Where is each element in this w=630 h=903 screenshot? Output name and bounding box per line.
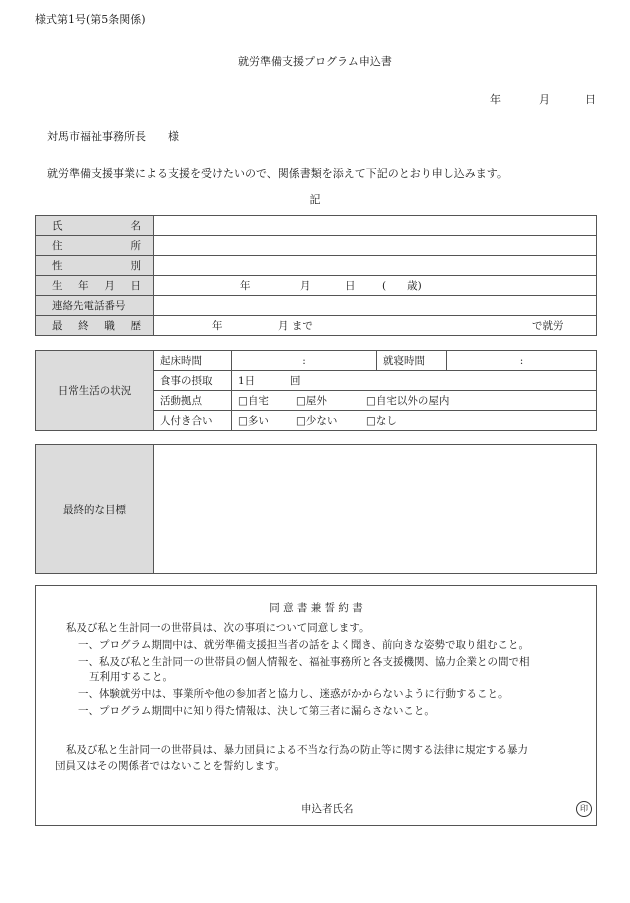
meal-suffix: 回 bbox=[290, 375, 301, 387]
wake-field[interactable]: : bbox=[232, 351, 377, 371]
base-option-outdoor[interactable]: □屋外 bbox=[296, 395, 327, 407]
daily-section-label: 日常生活の状況 bbox=[36, 351, 154, 431]
career-label: 最 終 職 歴 bbox=[36, 316, 154, 336]
addressee: 対馬市福祉事務所長 様 bbox=[47, 130, 179, 143]
pledge-lead: 私及び私と生計同一の世帯員は、次の事項について同意します。 bbox=[66, 622, 370, 634]
base-option-home[interactable]: □自宅 bbox=[238, 395, 269, 407]
goal-table bbox=[35, 444, 597, 574]
birth-age: ( 歳) bbox=[382, 280, 422, 292]
date-month: 月 bbox=[539, 93, 550, 106]
name-field[interactable] bbox=[154, 216, 597, 236]
goal-field[interactable] bbox=[154, 445, 597, 574]
birth-year: 年 bbox=[240, 280, 251, 292]
table-row bbox=[36, 216, 597, 236]
gender-label: 性 別 bbox=[36, 256, 154, 276]
pledge-item-continued: 互利用すること。 bbox=[89, 671, 173, 683]
ki-mark: 記 bbox=[309, 193, 321, 206]
base-label: 活動拠点 bbox=[154, 391, 232, 411]
form-number: 様式第1号(第5条関係) bbox=[35, 13, 146, 26]
date-year: 年 bbox=[490, 93, 501, 106]
base-option-other-indoor[interactable]: □自宅以外の屋内 bbox=[366, 395, 450, 407]
social-label: 人付き合い bbox=[154, 411, 232, 431]
table-row bbox=[36, 351, 597, 371]
pledge-oath-line1: 私及び私と生計同一の世帯員は、暴力団員による不当な行為の防止等に関する法律に規定する暴力 bbox=[66, 744, 528, 756]
career-field[interactable] bbox=[154, 316, 597, 336]
daily-table bbox=[35, 350, 597, 431]
pledge-item: 一、プログラム期間中は、就労準備支援担当者の話をよく聞き、前向きな姿勢で取り組むこと。 bbox=[78, 639, 529, 651]
table-row bbox=[36, 316, 597, 336]
signer-label: 申込者氏名 bbox=[301, 803, 354, 815]
address-field[interactable] bbox=[154, 236, 597, 256]
career-until: 月 まで bbox=[278, 320, 313, 332]
goal-label: 最終的な目標 bbox=[36, 445, 154, 574]
meal-label: 食事の摂取 bbox=[154, 371, 232, 391]
birth-label: 生 年 月 日 bbox=[36, 276, 154, 296]
sleep-label: 就寝時間 bbox=[377, 351, 447, 371]
social-option-many[interactable]: □多い bbox=[238, 415, 269, 427]
social-option-none[interactable]: □なし bbox=[366, 415, 397, 427]
social-options bbox=[232, 411, 597, 431]
birth-day: 日 bbox=[345, 280, 356, 292]
applicant-table bbox=[35, 215, 597, 336]
pledge-oath-line2: 団員又はその関係者ではないことを誓約します。 bbox=[55, 760, 286, 772]
table-row bbox=[36, 276, 597, 296]
wake-label: 起床時間 bbox=[154, 351, 232, 371]
table-row bbox=[36, 236, 597, 256]
pledge-title: 同 意 書 兼 誓 約 書 bbox=[269, 602, 363, 614]
name-label: 氏 名 bbox=[36, 216, 154, 236]
gender-field[interactable] bbox=[154, 256, 597, 276]
sleep-field[interactable]: : bbox=[447, 351, 597, 371]
pledge-item: 一、体験就労中は、事業所や他の参加者と協力し、迷惑がかからないように行動すること。 bbox=[78, 688, 509, 700]
phone-field[interactable] bbox=[154, 296, 597, 316]
date-day: 日 bbox=[585, 93, 596, 106]
pledge-item: 一、私及び私と生計同一の世帯員の個人情報を、福祉事務所と各支援機関、協力企業との間で相 bbox=[78, 656, 530, 668]
base-options bbox=[232, 391, 597, 411]
meal-field[interactable] bbox=[232, 371, 597, 391]
intro-text: 就労準備支援事業による支援を受けたいので、関係書類を添えて下記のとおり申し込みます。 bbox=[47, 167, 508, 180]
career-year: 年 bbox=[212, 320, 223, 332]
seal-mark: 印 bbox=[576, 801, 592, 817]
meal-prefix: 1日 bbox=[238, 375, 256, 387]
page-title: 就労準備支援プログラム申込書 bbox=[238, 55, 392, 68]
table-row bbox=[36, 296, 597, 316]
social-option-few[interactable]: □少ない bbox=[296, 415, 338, 427]
career-end: で就労 bbox=[532, 320, 564, 332]
table-row bbox=[36, 256, 597, 276]
address-label: 住 所 bbox=[36, 236, 154, 256]
pledge-item: 一、プログラム期間中に知り得た情報は、決して第三者に漏らさないこと。 bbox=[78, 705, 435, 717]
birth-month: 月 bbox=[300, 280, 311, 292]
table-row bbox=[36, 445, 597, 574]
pledge-box bbox=[35, 585, 597, 826]
birth-field[interactable] bbox=[154, 276, 597, 296]
phone-label: 連絡先電話番号 bbox=[36, 296, 154, 316]
